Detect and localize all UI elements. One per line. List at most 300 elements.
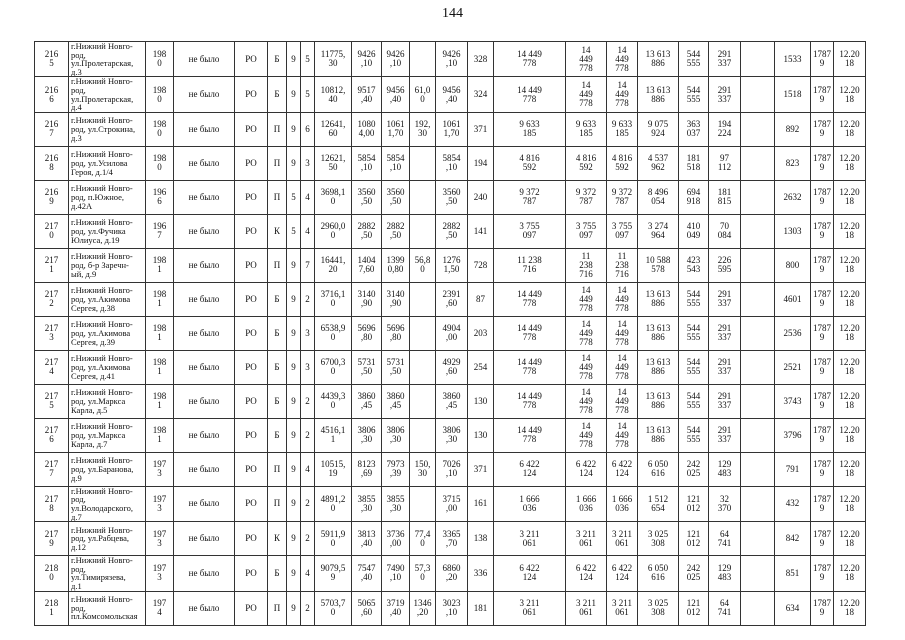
cell-area-total: 12621, 50: [315, 146, 352, 180]
cell-area-living: 5065 ,60: [352, 591, 382, 625]
cell-area-b: 150, 30: [410, 452, 436, 486]
cell-cost-5: 291 337: [709, 384, 741, 418]
cell-material: К: [268, 214, 287, 248]
cell-floors: 5: [287, 180, 301, 214]
cell-cost-4: 544 555: [679, 282, 709, 316]
cell-year-end: 1787 9: [811, 214, 834, 248]
cell-floors: 9: [287, 316, 301, 350]
cell-area-living: 9517 ,40: [352, 77, 382, 112]
cell-area-living: 1404 7,60: [352, 248, 382, 282]
cell-cost-3: 6 050 616: [638, 452, 679, 486]
cell-date: 12.20 18: [834, 248, 866, 282]
cell-cost-4: 694 918: [679, 180, 709, 214]
cell-area-living: 3855 ,30: [352, 486, 382, 521]
cell-date: 12.20 18: [834, 42, 866, 77]
cell-year: 197 3: [146, 556, 174, 591]
cell-cost-5: 70 084: [709, 214, 741, 248]
cell-cost-3: 13 613 886: [638, 316, 679, 350]
cell-id: 217 9: [35, 522, 69, 556]
cell-status: не было: [174, 112, 235, 146]
cell-area-c: 6860 ,20: [436, 556, 468, 591]
cell-cost-3: 9 075 924: [638, 112, 679, 146]
cell-cost-2: 6 422 124: [607, 452, 638, 486]
cell-material: П: [268, 591, 287, 625]
cell-material: П: [268, 112, 287, 146]
cell-area-total: 5703,7 0: [315, 591, 352, 625]
cell-address: г.Нижний Новго- род, ул.Маркса Карла, д.7: [69, 418, 146, 452]
cell-area-c: 3806 ,30: [436, 418, 468, 452]
cell-entrances: 6: [301, 112, 315, 146]
cell-cost-4: 121 012: [679, 591, 709, 625]
cell-cost-5: 291 337: [709, 418, 741, 452]
cell-status: не было: [174, 350, 235, 384]
cell-rate: 892: [775, 112, 811, 146]
cell-cost-4: 544 555: [679, 350, 709, 384]
cell-gap: [741, 77, 775, 112]
cell-year: 198 0: [146, 77, 174, 112]
cell-rate: 432: [775, 486, 811, 521]
cell-year: 198 0: [146, 42, 174, 77]
cell-cost-2: 14 449 778: [607, 350, 638, 384]
cell-rate: 2521: [775, 350, 811, 384]
cell-cost-5: 291 337: [709, 42, 741, 77]
cell-cost-1: 14 449 778: [566, 42, 607, 77]
cell-floors: 9: [287, 77, 301, 112]
cell-cost-5: 291 337: [709, 350, 741, 384]
cell-cost-total: 14 449 778: [494, 316, 566, 350]
table-row: [35, 316, 866, 350]
cell-id: 217 0: [35, 214, 69, 248]
cell-area-a: 3560 ,50: [382, 180, 410, 214]
cell-gap: [741, 146, 775, 180]
cell-cost-total: 3 211 061: [494, 522, 566, 556]
cell-cost-1: 6 422 124: [566, 452, 607, 486]
cell-status: не было: [174, 282, 235, 316]
cell-owner: РО: [235, 282, 268, 316]
cell-area-total: 6700,3 0: [315, 350, 352, 384]
cell-area-c: 3560 ,50: [436, 180, 468, 214]
cell-area-total: 4516,1 1: [315, 418, 352, 452]
cell-area-total: 5911,9 0: [315, 522, 352, 556]
cell-rate: 851: [775, 556, 811, 591]
cell-owner: РО: [235, 556, 268, 591]
cell-status: не было: [174, 77, 235, 112]
cell-area-total: 4891,2 0: [315, 486, 352, 521]
cell-cost-total: 9 372 787: [494, 180, 566, 214]
cell-rate: 800: [775, 248, 811, 282]
cell-gap: [741, 214, 775, 248]
cell-date: 12.20 18: [834, 316, 866, 350]
cell-floors: 9: [287, 146, 301, 180]
cell-area-total: 10515, 19: [315, 452, 352, 486]
cell-area-a: 2882 ,50: [382, 214, 410, 248]
cell-area-total: 9079,5 9: [315, 556, 352, 591]
cell-cost-total: 14 449 778: [494, 42, 566, 77]
cell-area-living: 3560 ,50: [352, 180, 382, 214]
cell-address: г.Нижний Новго- род, ул.Усилова Героя, д.1/4: [69, 146, 146, 180]
cell-year-end: 1787 9: [811, 146, 834, 180]
cell-address: г.Нижний Новго- род, ул.Рабцева, д.12: [69, 522, 146, 556]
cell-floors: 9: [287, 486, 301, 521]
cell-owner: РО: [235, 42, 268, 77]
cell-material: Б: [268, 42, 287, 77]
cell-cost-3: 10 588 578: [638, 248, 679, 282]
cell-residents: 194: [468, 146, 494, 180]
cell-area-c: 7026 ,10: [436, 452, 468, 486]
cell-address: г.Нижний Новго- род, ул.Тимирязева, д.1: [69, 556, 146, 591]
cell-area-c: 9456 ,40: [436, 77, 468, 112]
cell-cost-3: 13 613 886: [638, 350, 679, 384]
cell-status: не было: [174, 248, 235, 282]
cell-area-b: [410, 350, 436, 384]
cell-id: 216 5: [35, 42, 69, 77]
cell-entrances: 4: [301, 180, 315, 214]
cell-material: П: [268, 146, 287, 180]
cell-cost-4: 121 012: [679, 486, 709, 521]
cell-entrances: 4: [301, 556, 315, 591]
cell-cost-1: 14 449 778: [566, 384, 607, 418]
cell-residents: 728: [468, 248, 494, 282]
cell-address: г.Нижний Новго- род, б-р Заречн- ый, д.9: [69, 248, 146, 282]
cell-cost-2: 9 372 787: [607, 180, 638, 214]
cell-entrances: 5: [301, 42, 315, 77]
cell-cost-2: 3 755 097: [607, 214, 638, 248]
cell-cost-total: 4 816 592: [494, 146, 566, 180]
cell-rate: 3796: [775, 418, 811, 452]
cell-year: 198 0: [146, 146, 174, 180]
cell-status: не было: [174, 42, 235, 77]
cell-cost-3: 13 613 886: [638, 42, 679, 77]
cell-year-end: 1787 9: [811, 350, 834, 384]
cell-id: 216 9: [35, 180, 69, 214]
cell-cost-total: 14 449 778: [494, 350, 566, 384]
cell-address: г.Нижний Новго- род, ул.Баранова, д.9: [69, 452, 146, 486]
cell-cost-2: 3 211 061: [607, 591, 638, 625]
cell-material: Б: [268, 384, 287, 418]
cell-rate: 823: [775, 146, 811, 180]
table-row: [35, 42, 866, 77]
cell-year-end: 1787 9: [811, 248, 834, 282]
cell-material: П: [268, 452, 287, 486]
cell-date: 12.20 18: [834, 146, 866, 180]
cell-cost-4: 423 543: [679, 248, 709, 282]
cell-floors: 9: [287, 384, 301, 418]
cell-material: П: [268, 486, 287, 521]
cell-rate: 1518: [775, 77, 811, 112]
cell-area-living: 3860 ,45: [352, 384, 382, 418]
cell-residents: 371: [468, 112, 494, 146]
cell-entrances: 2: [301, 522, 315, 556]
cell-year: 196 6: [146, 180, 174, 214]
cell-year-end: 1787 9: [811, 556, 834, 591]
cell-cost-5: 129 483: [709, 452, 741, 486]
cell-cost-3: 3 025 308: [638, 591, 679, 625]
cell-material: П: [268, 248, 287, 282]
cell-status: не было: [174, 591, 235, 625]
cell-floors: 9: [287, 591, 301, 625]
cell-owner: РО: [235, 77, 268, 112]
cell-area-c: 3365 ,70: [436, 522, 468, 556]
cell-year: 198 1: [146, 248, 174, 282]
cell-date: 12.20 18: [834, 350, 866, 384]
cell-cost-total: 11 238 716: [494, 248, 566, 282]
cell-cost-4: 544 555: [679, 77, 709, 112]
cell-cost-1: 14 449 778: [566, 282, 607, 316]
cell-rate: 3743: [775, 384, 811, 418]
cell-date: 12.20 18: [834, 180, 866, 214]
cell-cost-3: 3 274 964: [638, 214, 679, 248]
table-row: [35, 146, 866, 180]
cell-floors: 9: [287, 350, 301, 384]
table-row: [35, 282, 866, 316]
table-row: [35, 486, 866, 521]
cell-area-living: 3140 ,90: [352, 282, 382, 316]
cell-gap: [741, 42, 775, 77]
cell-date: 12.20 18: [834, 112, 866, 146]
cell-area-c: 4929 ,60: [436, 350, 468, 384]
cell-area-c: 4904 ,00: [436, 316, 468, 350]
cell-cost-total: 6 422 124: [494, 556, 566, 591]
cell-area-living: 5731 ,50: [352, 350, 382, 384]
cell-area-total: 11775, 30: [315, 42, 352, 77]
cell-cost-4: 181 518: [679, 146, 709, 180]
cell-area-total: 3698,1 0: [315, 180, 352, 214]
cell-cost-1: 9 372 787: [566, 180, 607, 214]
table-row: [35, 77, 866, 112]
table-row: [35, 350, 866, 384]
cell-cost-4: 121 012: [679, 522, 709, 556]
cell-date: 12.20 18: [834, 214, 866, 248]
cell-area-b: [410, 384, 436, 418]
cell-cost-4: 544 555: [679, 316, 709, 350]
cell-floors: 9: [287, 282, 301, 316]
cell-year: 198 1: [146, 316, 174, 350]
cell-area-living: 9426 ,10: [352, 42, 382, 77]
cell-gap: [741, 282, 775, 316]
cell-date: 12.20 18: [834, 282, 866, 316]
cell-area-living: 5696 ,80: [352, 316, 382, 350]
cell-owner: РО: [235, 112, 268, 146]
cell-year: 198 1: [146, 418, 174, 452]
cell-cost-2: 14 449 778: [607, 384, 638, 418]
cell-year: 198 1: [146, 282, 174, 316]
cell-material: К: [268, 522, 287, 556]
cell-floors: 9: [287, 112, 301, 146]
cell-address: г.Нижний Новго- род, ул.Пролетарская, д.3: [69, 42, 146, 77]
cell-rate: 791: [775, 452, 811, 486]
cell-area-total: 12641, 60: [315, 112, 352, 146]
cell-area-c: 9426 ,10: [436, 42, 468, 77]
cell-residents: 203: [468, 316, 494, 350]
cell-year: 197 3: [146, 452, 174, 486]
cell-cost-5: 64 741: [709, 591, 741, 625]
cell-area-b: 77,4 0: [410, 522, 436, 556]
cell-cost-4: 363 037: [679, 112, 709, 146]
cell-year-end: 1787 9: [811, 180, 834, 214]
cell-cost-4: 544 555: [679, 418, 709, 452]
cell-status: не было: [174, 418, 235, 452]
cell-area-c: 2882 ,50: [436, 214, 468, 248]
cell-entrances: 2: [301, 418, 315, 452]
cell-year-end: 1787 9: [811, 486, 834, 521]
cell-area-a: 3140 ,90: [382, 282, 410, 316]
cell-entrances: 4: [301, 452, 315, 486]
cell-owner: РО: [235, 248, 268, 282]
cell-address: г.Нижний Новго- род, ул.Акимова Сергея, д.41: [69, 350, 146, 384]
cell-year: 197 4: [146, 591, 174, 625]
cell-year: 196 7: [146, 214, 174, 248]
cell-cost-total: 3 211 061: [494, 591, 566, 625]
cell-area-b: 61,0 0: [410, 77, 436, 112]
cell-area-b: [410, 42, 436, 77]
cell-id: 217 3: [35, 316, 69, 350]
cell-cost-2: 14 449 778: [607, 316, 638, 350]
cell-cost-4: 410 049: [679, 214, 709, 248]
cell-area-a: 7490 ,10: [382, 556, 410, 591]
cell-floors: 9: [287, 556, 301, 591]
cell-rate: 634: [775, 591, 811, 625]
cell-status: не было: [174, 316, 235, 350]
cell-area-b: 192, 30: [410, 112, 436, 146]
cell-cost-2: 14 449 778: [607, 282, 638, 316]
cell-cost-1: 3 211 061: [566, 522, 607, 556]
cell-cost-2: 1 666 036: [607, 486, 638, 521]
table-row: [35, 214, 866, 248]
cell-id: 217 1: [35, 248, 69, 282]
cell-date: 12.20 18: [834, 556, 866, 591]
cell-residents: 181: [468, 591, 494, 625]
cell-area-living: 3813 ,40: [352, 522, 382, 556]
cell-cost-4: 544 555: [679, 384, 709, 418]
cell-owner: РО: [235, 591, 268, 625]
cell-year-end: 1787 9: [811, 42, 834, 77]
cell-id: 217 2: [35, 282, 69, 316]
cell-cost-1: 3 211 061: [566, 591, 607, 625]
cell-cost-1: 4 816 592: [566, 146, 607, 180]
cell-id: 217 4: [35, 350, 69, 384]
cell-cost-total: 14 449 778: [494, 77, 566, 112]
cell-owner: РО: [235, 486, 268, 521]
cell-residents: 328: [468, 42, 494, 77]
cell-floors: 9: [287, 452, 301, 486]
cell-gap: [741, 350, 775, 384]
cell-area-living: 7547 ,40: [352, 556, 382, 591]
cell-year-end: 1787 9: [811, 418, 834, 452]
cell-id: 217 7: [35, 452, 69, 486]
cell-entrances: 2: [301, 282, 315, 316]
cell-area-b: [410, 316, 436, 350]
cell-cost-total: 14 449 778: [494, 418, 566, 452]
cell-year-end: 1787 9: [811, 384, 834, 418]
cell-area-c: 1061 1,70: [436, 112, 468, 146]
cell-date: 12.20 18: [834, 591, 866, 625]
cell-owner: РО: [235, 316, 268, 350]
cell-residents: 371: [468, 452, 494, 486]
cell-status: не было: [174, 486, 235, 521]
cell-cost-3: 3 025 308: [638, 522, 679, 556]
cell-rate: 842: [775, 522, 811, 556]
cell-cost-3: 13 613 886: [638, 418, 679, 452]
cell-area-a: 1061 1,70: [382, 112, 410, 146]
cell-area-living: 3806 ,30: [352, 418, 382, 452]
cell-gap: [741, 418, 775, 452]
cell-entrances: 3: [301, 350, 315, 384]
cell-entrances: 5: [301, 77, 315, 112]
cell-area-living: 2882 ,50: [352, 214, 382, 248]
cell-cost-2: 4 816 592: [607, 146, 638, 180]
cell-cost-3: 13 613 886: [638, 282, 679, 316]
cell-area-living: 8123 ,69: [352, 452, 382, 486]
cell-area-a: 9456 ,40: [382, 77, 410, 112]
cell-date: 12.20 18: [834, 418, 866, 452]
cell-area-b: [410, 282, 436, 316]
cell-rate: 1303: [775, 214, 811, 248]
cell-residents: 254: [468, 350, 494, 384]
cell-cost-1: 14 449 778: [566, 316, 607, 350]
cell-area-total: 10812, 40: [315, 77, 352, 112]
table-row: [35, 591, 866, 625]
cell-cost-1: 1 666 036: [566, 486, 607, 521]
cell-id: 217 5: [35, 384, 69, 418]
cell-area-a: 3719 ,40: [382, 591, 410, 625]
cell-area-c: 3023 ,10: [436, 591, 468, 625]
cell-date: 12.20 18: [834, 522, 866, 556]
cell-year-end: 1787 9: [811, 282, 834, 316]
cell-material: Б: [268, 316, 287, 350]
cell-owner: РО: [235, 418, 268, 452]
cell-area-total: 2960,0 0: [315, 214, 352, 248]
cell-address: г.Нижний Новго- род, ул.Строкина, д.3: [69, 112, 146, 146]
cell-year: 198 0: [146, 112, 174, 146]
cell-residents: 240: [468, 180, 494, 214]
cell-area-b: [410, 418, 436, 452]
cell-area-a: 3806 ,30: [382, 418, 410, 452]
cell-id: 216 7: [35, 112, 69, 146]
cell-rate: 1533: [775, 42, 811, 77]
cell-entrances: 2: [301, 486, 315, 521]
cell-area-b: 57,3 0: [410, 556, 436, 591]
cell-cost-2: 3 211 061: [607, 522, 638, 556]
cell-entrances: 4: [301, 214, 315, 248]
table-row: [35, 180, 866, 214]
cell-area-b: [410, 486, 436, 521]
cell-cost-total: 14 449 778: [494, 384, 566, 418]
cell-area-b: [410, 180, 436, 214]
cell-cost-1: 9 633 185: [566, 112, 607, 146]
cell-cost-5: 97 112: [709, 146, 741, 180]
cell-floors: 9: [287, 42, 301, 77]
table-row: [35, 418, 866, 452]
table-row: [35, 556, 866, 591]
cell-floors: 9: [287, 522, 301, 556]
cell-rate: 4601: [775, 282, 811, 316]
cell-residents: 324: [468, 77, 494, 112]
cell-year-end: 1787 9: [811, 77, 834, 112]
cell-status: не было: [174, 384, 235, 418]
cell-gap: [741, 452, 775, 486]
cell-year-end: 1787 9: [811, 452, 834, 486]
cell-floors: 5: [287, 214, 301, 248]
cell-cost-3: 13 613 886: [638, 384, 679, 418]
cell-area-b: [410, 146, 436, 180]
cell-id: 218 0: [35, 556, 69, 591]
cell-address: г.Нижний Новго- род, п.Южное, д.42А: [69, 180, 146, 214]
cell-cost-5: 291 337: [709, 282, 741, 316]
cell-material: Б: [268, 418, 287, 452]
cell-area-total: 3716,1 0: [315, 282, 352, 316]
cell-area-a: 1399 0,80: [382, 248, 410, 282]
cell-residents: 87: [468, 282, 494, 316]
